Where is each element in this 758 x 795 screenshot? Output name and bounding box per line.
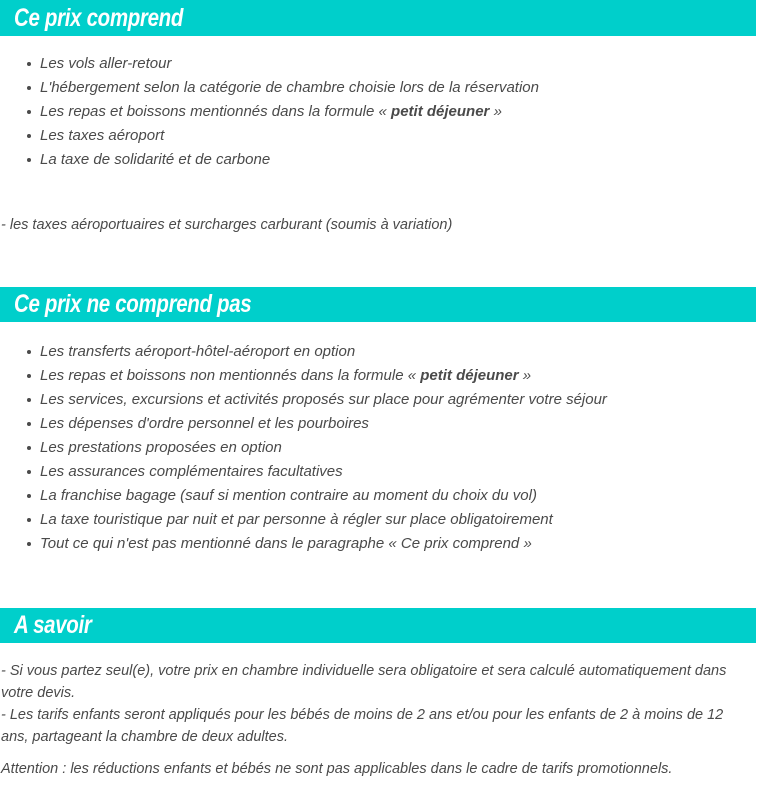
- section-header-good-to-know: [0, 608, 756, 643]
- list-item: [0, 52, 756, 76]
- section-header-included: [0, 0, 756, 36]
- section-header-good-to-know-title: A savoir: [14, 611, 92, 639]
- list-item-suffix: »: [518, 367, 532, 384]
- list-item-text: Les transferts aéroport-hôtel-aéroport en option: [40, 343, 356, 360]
- list-item: [0, 100, 756, 124]
- good-to-know-paragraph: Attention : les réductions enfants et bébés ne sont pas applicables dans le cadre de tarifs promotionnels.: [1, 761, 673, 777]
- list-item-emphasis: petit déjeuner: [420, 367, 519, 384]
- list-item: [0, 484, 756, 508]
- list-item: [0, 412, 756, 436]
- section-header-not-included-title: Ce prix ne comprend pas: [14, 290, 252, 318]
- list-item: [0, 148, 756, 172]
- list-item-text: Tout ce qui n'est pas mentionné dans le paragraphe « Ce prix comprend »: [40, 535, 532, 552]
- list-item: [0, 76, 756, 100]
- included-list: [0, 52, 756, 172]
- list-item-text: Les services, excursions et activités proposés sur place pour agrémenter votre séjour: [40, 391, 607, 408]
- list-item-text: Les taxes aéroport: [40, 127, 165, 144]
- list-item: [0, 388, 756, 412]
- good-to-know-paragraph: - Si vous partez seul(e), votre prix en chambre individuelle sera obligatoire et sera calculé automatiquement dans votre devis.: [1, 663, 727, 701]
- list-item-text: Les assurances complémentaires facultatives: [40, 463, 343, 480]
- list-item-text: Les vols aller-retour: [40, 55, 172, 72]
- list-item: [0, 460, 756, 484]
- section-header-not-included: [0, 287, 756, 322]
- list-item-text: Les dépenses d'ordre personnel et les pourboires: [40, 415, 369, 432]
- list-item: [0, 508, 756, 532]
- list-item-suffix: »: [489, 103, 502, 120]
- included-taxes-note: - les taxes aéroportuaires et surcharges carburant (soumis à variation): [1, 217, 453, 233]
- list-item-text: La franchise bagage (sauf si mention contraire au moment du choix du vol): [40, 487, 537, 504]
- good-to-know-paragraph: - Les tarifs enfants seront appliqués pour les bébés de moins de 2 ans et/ou pour les enfants de 2 à moins de 12 ans, partageant la chambre de deux adultes.: [1, 707, 724, 745]
- list-item-text: La taxe touristique par nuit et par personne à régler sur place obligatoirement: [40, 511, 553, 528]
- list-item: [0, 436, 756, 460]
- list-item-emphasis: petit déjeuner: [391, 103, 490, 120]
- list-item-text: Les prestations proposées en option: [40, 439, 282, 456]
- list-item: [0, 124, 756, 148]
- section-header-included-title: Ce prix comprend: [14, 3, 184, 32]
- list-item-text: Les repas et boissons mentionnés dans la formule «: [40, 103, 392, 120]
- list-item: [0, 340, 756, 364]
- list-item: [0, 532, 756, 556]
- not-included-list: [0, 340, 756, 556]
- list-item-text: La taxe de solidarité et de carbone: [40, 151, 271, 168]
- list-item: [0, 364, 756, 388]
- list-item-text: Les repas et boissons non mentionnés dans la formule «: [40, 367, 421, 384]
- list-item-text: L'hébergement selon la catégorie de chambre choisie lors de la réservation: [40, 79, 539, 96]
